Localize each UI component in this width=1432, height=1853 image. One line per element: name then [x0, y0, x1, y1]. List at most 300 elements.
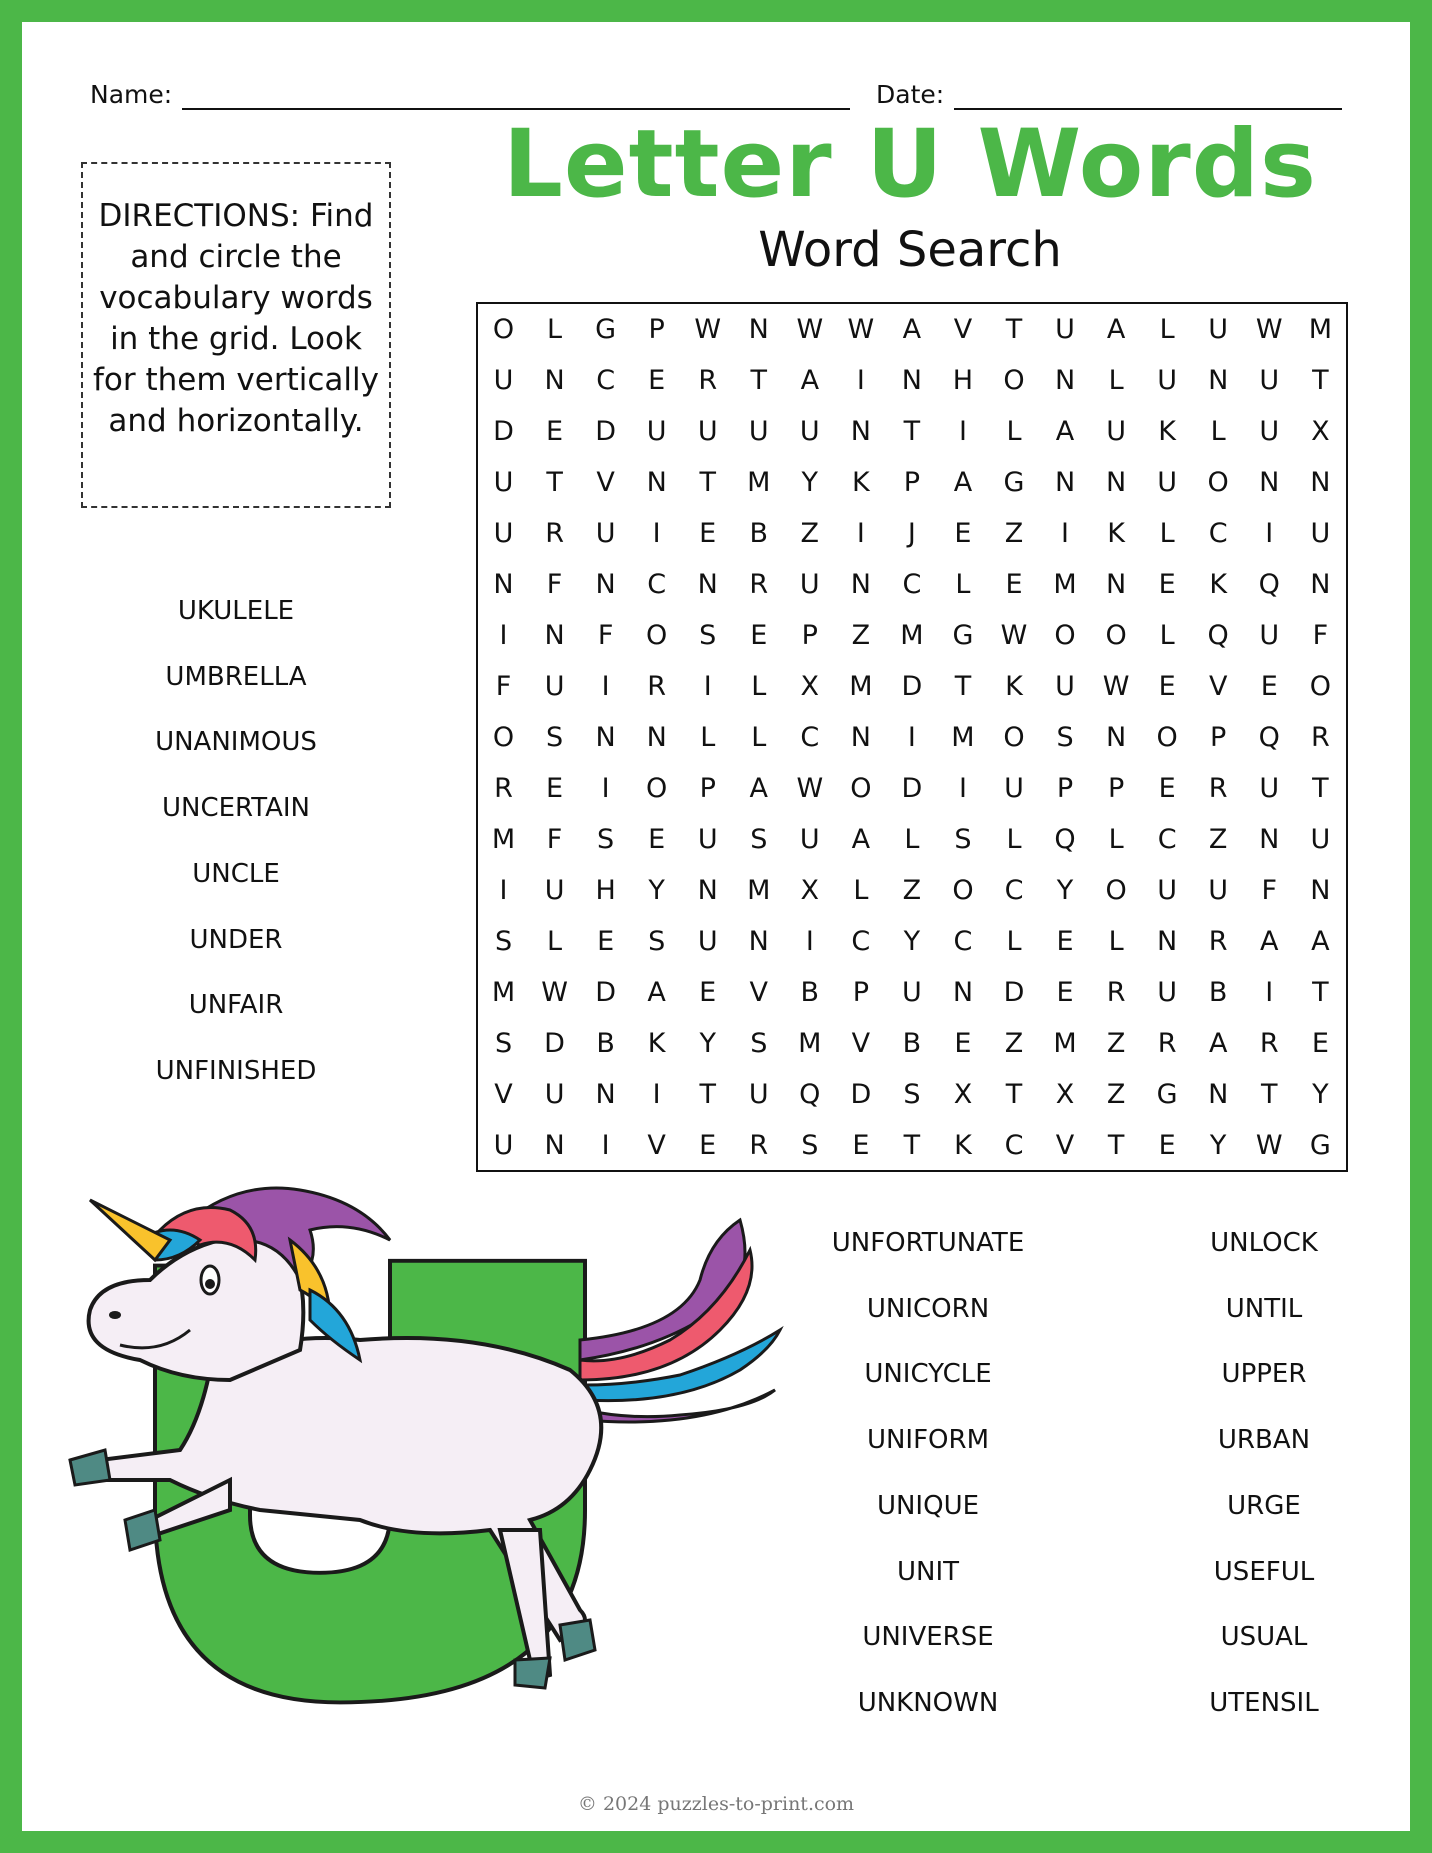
grid-letter[interactable]: E [1260, 671, 1278, 702]
grid-letter[interactable]: P [852, 977, 869, 1008]
grid-letter[interactable]: I [805, 926, 814, 957]
grid-letter[interactable]: T [1107, 1130, 1125, 1161]
grid-letter[interactable]: D [850, 1079, 872, 1110]
grid-letter[interactable]: W [694, 314, 722, 345]
grid-letter[interactable]: Q [1258, 722, 1280, 753]
grid-letter[interactable]: C [1208, 518, 1228, 549]
grid-letter[interactable]: U [697, 926, 718, 957]
grid-letter[interactable]: E [648, 824, 666, 855]
grid-letter[interactable]: X [953, 1079, 973, 1110]
grid-letter[interactable]: N [1259, 824, 1280, 855]
grid-row [478, 406, 1346, 457]
grid-letter[interactable]: C [902, 569, 922, 600]
grid-letter[interactable]: A [902, 314, 922, 345]
grid-letter[interactable]: I [1265, 518, 1274, 549]
grid-letter[interactable]: D [493, 416, 514, 447]
grid-letter[interactable]: U [1259, 620, 1280, 651]
grid-row [478, 865, 1346, 916]
grid-letter[interactable]: M [1308, 314, 1333, 345]
grid-letter[interactable]: S [546, 722, 564, 753]
grid-letter[interactable]: R [1310, 722, 1330, 753]
grid-letter[interactable]: T [546, 467, 563, 498]
grid-letter[interactable]: K [1005, 671, 1023, 702]
grid-letter[interactable]: E [1158, 671, 1176, 702]
grid-letter[interactable]: N [544, 365, 565, 396]
grid-letter[interactable]: V [1055, 1130, 1075, 1161]
grid-letter[interactable]: U [1157, 875, 1178, 906]
grid-letter[interactable]: T [1312, 365, 1329, 396]
grid-letter[interactable]: U [1157, 365, 1178, 396]
grid-letter[interactable]: F [1261, 875, 1277, 906]
grid-letter[interactable]: I [856, 365, 865, 396]
grid-letter[interactable]: U [1055, 314, 1075, 345]
grid-letter[interactable]: L [904, 824, 920, 855]
grid-letter[interactable]: R [494, 773, 513, 804]
grid-letter[interactable]: A [1311, 926, 1330, 957]
grid-letter[interactable]: A [1106, 314, 1126, 345]
grid-letter[interactable]: W [847, 314, 875, 345]
grid-letter[interactable]: N [646, 722, 667, 753]
grid-letter[interactable]: M [491, 824, 516, 855]
name-label: Name: [90, 80, 173, 109]
grid-letter[interactable]: N [493, 569, 514, 600]
grid-letter[interactable]: I [499, 875, 508, 906]
grid-letter[interactable]: O [1105, 875, 1127, 906]
grid-letter[interactable]: I [601, 1130, 610, 1161]
grid-letter[interactable]: T [1005, 314, 1023, 345]
grid-letter[interactable]: N [544, 620, 565, 651]
grid-letter[interactable]: M [900, 620, 924, 651]
grid-letter[interactable]: E [750, 620, 768, 651]
grid-letter[interactable]: W [1102, 671, 1130, 702]
word-list-item: UTENSIL [1209, 1687, 1319, 1718]
grid-letter[interactable]: F [546, 569, 563, 600]
grid-letter[interactable]: R [1208, 926, 1228, 957]
grid-letter[interactable]: N [595, 1079, 616, 1110]
grid-letter[interactable]: G [1003, 467, 1025, 498]
grid-letter[interactable]: B [800, 977, 820, 1008]
grid-letter[interactable]: W [1255, 314, 1283, 345]
word-list-item: UNFINISHED [155, 1055, 317, 1086]
grid-letter[interactable]: D [544, 1028, 565, 1059]
grid-letter[interactable]: A [1259, 926, 1279, 957]
grid-letter[interactable]: M [849, 671, 873, 702]
grid-letter[interactable]: P [1210, 722, 1227, 753]
word-list-item: UNIQUE [876, 1490, 980, 1521]
grid-letter[interactable]: O [850, 773, 872, 804]
grid-letter[interactable]: U [1208, 875, 1229, 906]
grid-letter[interactable]: X [1055, 1079, 1075, 1110]
grid-letter[interactable]: R [1259, 1028, 1279, 1059]
grid-letter[interactable]: U [799, 824, 820, 855]
grid-letter[interactable]: N [1208, 1079, 1229, 1110]
grid-letter[interactable]: N [1105, 467, 1127, 498]
grid-letter[interactable]: M [951, 722, 975, 753]
grid-letter[interactable]: K [1158, 416, 1176, 447]
grid-letter[interactable]: R [545, 518, 564, 549]
grid-letter[interactable]: L [1006, 824, 1022, 855]
grid-letter[interactable]: U [544, 1079, 565, 1110]
grid-letter[interactable]: K [954, 1130, 972, 1161]
grid-letter[interactable]: O [1003, 365, 1025, 396]
grid-letter[interactable]: U [748, 1079, 769, 1110]
grid-letter[interactable]: Z [1004, 518, 1024, 549]
grid-letter[interactable]: N [1208, 365, 1229, 396]
grid-row [478, 814, 1346, 865]
grid-letter[interactable]: G [595, 314, 617, 345]
grid-letter[interactable]: S [597, 824, 615, 855]
grid-letter[interactable]: S [954, 824, 972, 855]
grid-letter[interactable]: R [698, 365, 718, 396]
grid-letter[interactable]: S [494, 926, 513, 957]
grid-letter[interactable]: I [652, 1079, 661, 1110]
grid-letter[interactable]: Y [1209, 1130, 1227, 1161]
grid-letter[interactable]: T [1005, 1079, 1023, 1110]
grid-letter[interactable]: D [901, 773, 923, 804]
grid-letter[interactable]: U [697, 416, 718, 447]
grid-letter[interactable]: T [903, 416, 921, 447]
grid-letter[interactable]: U [748, 416, 769, 447]
grid-letter[interactable]: E [699, 518, 717, 549]
grid-letter[interactable]: M [747, 467, 771, 498]
grid-letter[interactable]: E [597, 926, 615, 957]
grid-letter[interactable]: N [1054, 467, 1076, 498]
grid-letter[interactable]: X [800, 671, 820, 702]
grid-letter[interactable]: Y [648, 875, 665, 906]
grid-letter[interactable]: R [749, 569, 769, 600]
grid-row [478, 916, 1346, 967]
grid-letter[interactable]: U [1157, 467, 1178, 498]
grid-letter[interactable]: L [1006, 926, 1022, 957]
grid-letter[interactable]: P [903, 467, 921, 498]
grid-letter[interactable]: L [751, 671, 767, 702]
grid-letter[interactable]: S [699, 620, 717, 651]
grid-letter[interactable]: N [595, 569, 616, 600]
grid-letter[interactable]: V [494, 1079, 513, 1110]
grid-letter[interactable]: L [1159, 518, 1175, 549]
grid-letter[interactable]: R [647, 671, 667, 702]
grid-letter[interactable]: K [1209, 569, 1228, 600]
grid-letter[interactable]: B [749, 518, 769, 549]
grid-letter[interactable]: V [851, 1028, 871, 1059]
grid-letter[interactable]: M [798, 1028, 822, 1059]
grid-letter[interactable]: S [750, 1028, 768, 1059]
grid-letter[interactable]: T [1312, 977, 1329, 1008]
grid-letter[interactable]: N [748, 314, 769, 345]
grid-letter[interactable]: N [850, 569, 871, 600]
grid-letter[interactable]: N [1310, 467, 1331, 498]
grid-letter[interactable]: L [751, 722, 767, 753]
grid-letter[interactable]: V [953, 314, 973, 345]
grid-letter[interactable]: Z [1106, 1028, 1126, 1059]
grid-letter[interactable]: G [1156, 1079, 1178, 1110]
grid-letter[interactable]: Q [1258, 569, 1280, 600]
hoof-back-2 [515, 1658, 550, 1688]
grid-letter[interactable]: O [1054, 620, 1076, 651]
grid-letter[interactable]: I [958, 773, 967, 804]
grid-letter[interactable]: F [495, 671, 512, 702]
grid-letter[interactable]: C [800, 722, 820, 753]
grid-letter[interactable]: A [851, 824, 871, 855]
grid-letter[interactable]: N [544, 1130, 565, 1161]
grid-letter[interactable]: U [1157, 977, 1178, 1008]
grid-letter[interactable]: M [491, 977, 516, 1008]
grid-letter[interactable]: E [852, 1130, 870, 1161]
grid-letter[interactable]: L [1006, 416, 1022, 447]
grid-letter[interactable]: O [1207, 467, 1229, 498]
grid-letter[interactable]: O [1156, 722, 1178, 753]
grid-letter[interactable]: S [903, 1079, 921, 1110]
grid-letter[interactable]: L [1108, 824, 1124, 855]
grid-letter[interactable]: O [646, 773, 668, 804]
grid-letter[interactable]: E [699, 1130, 717, 1161]
grid-letter[interactable]: P [1056, 773, 1074, 804]
grid-letter[interactable]: K [647, 1028, 666, 1059]
grid-letter[interactable]: O [646, 620, 668, 651]
grid-letter[interactable]: A [800, 365, 820, 396]
grid-letter[interactable]: I [1061, 518, 1070, 549]
grid-letter[interactable]: Y [903, 926, 921, 957]
grid-letter[interactable]: X [1311, 416, 1330, 447]
grid-letter[interactable]: U [1106, 416, 1126, 447]
grid-letter[interactable]: I [958, 416, 967, 447]
grid-letter[interactable]: U [595, 518, 616, 549]
grid-letter[interactable]: C [1157, 824, 1177, 855]
grid-letter[interactable]: R [1208, 773, 1228, 804]
grid-letter[interactable]: Z [1106, 1079, 1126, 1110]
grid-letter[interactable]: W [541, 977, 568, 1008]
grid-letter[interactable]: L [1108, 365, 1124, 396]
grid-letter[interactable]: Z [902, 875, 922, 906]
grid-letter[interactable]: E [1311, 1028, 1329, 1059]
grid-letter[interactable]: H [952, 365, 974, 396]
grid-letter[interactable]: E [954, 1028, 972, 1059]
grid-letter[interactable]: N [1310, 875, 1331, 906]
grid-letter[interactable]: S [750, 824, 768, 855]
grid-letter[interactable]: Y [801, 467, 819, 498]
grid-letter[interactable]: Y [1056, 875, 1074, 906]
grid-letter[interactable]: C [1004, 1130, 1024, 1161]
grid-letter[interactable]: B [902, 1028, 922, 1059]
grid-letter[interactable]: C [596, 365, 616, 396]
grid-letter[interactable]: Q [799, 1079, 821, 1110]
grid-letter[interactable]: I [652, 518, 661, 549]
grid-letter[interactable]: L [547, 314, 563, 345]
grid-letter[interactable]: A [1055, 416, 1075, 447]
grid-letter[interactable]: S [1056, 722, 1074, 753]
grid-letter[interactable]: Z [1004, 1028, 1024, 1059]
grid-letter[interactable]: M [747, 875, 771, 906]
grid-letter[interactable]: L [1159, 314, 1175, 345]
grid-letter[interactable]: A [953, 467, 973, 498]
grid-letter[interactable]: T [699, 467, 716, 498]
grid-letter[interactable]: G [952, 620, 974, 651]
grid-letter[interactable]: J [907, 518, 916, 549]
grid-letter[interactable]: D [1003, 977, 1025, 1008]
grid-letter[interactable]: T [750, 365, 767, 396]
grid-letter[interactable]: L [547, 926, 563, 957]
grid-letter[interactable]: E [1005, 569, 1023, 600]
grid-letter[interactable]: A [1208, 1028, 1228, 1059]
grid-letter[interactable]: C [851, 926, 871, 957]
grid-letter[interactable]: I [703, 671, 712, 702]
grid-letter[interactable]: X [800, 875, 820, 906]
grid-letter[interactable]: V [647, 1130, 666, 1161]
grid-letter[interactable]: D [595, 416, 617, 447]
grid-letter[interactable]: E [1158, 1130, 1176, 1161]
grid-letter[interactable]: T [903, 1130, 921, 1161]
grid-letter[interactable]: N [1105, 722, 1127, 753]
grid-letter[interactable]: Z [1208, 824, 1228, 855]
grid-letter[interactable]: U [1055, 671, 1075, 702]
grid-letter[interactable]: U [1208, 314, 1229, 345]
grid-letter[interactable]: F [546, 824, 563, 855]
grid-letter[interactable]: O [1105, 620, 1127, 651]
grid-letter[interactable]: Y [699, 1028, 716, 1059]
grid-letter[interactable]: C [647, 569, 667, 600]
grid-letter[interactable]: E [546, 416, 564, 447]
grid-letter[interactable]: F [597, 620, 614, 651]
grid-letter[interactable]: C [953, 926, 973, 957]
grid-letter[interactable]: P [699, 773, 716, 804]
grid-letter[interactable]: W [1000, 620, 1028, 651]
grid-letter[interactable]: Q [1054, 824, 1076, 855]
grid-letter[interactable]: O [492, 722, 515, 753]
grid-letter[interactable]: N [646, 467, 667, 498]
grid-letter[interactable]: L [700, 722, 716, 753]
grid-letter[interactable]: M [1053, 1028, 1077, 1059]
grid-letter[interactable]: W [796, 314, 824, 345]
grid-letter[interactable]: K [1107, 518, 1125, 549]
grid-letter[interactable]: V [749, 977, 768, 1008]
grid-letter[interactable]: O [492, 314, 515, 345]
grid-letter[interactable]: N [952, 977, 974, 1008]
grid-letter[interactable]: P [801, 620, 818, 651]
grid-letter[interactable]: L [1108, 926, 1124, 957]
grid-letter[interactable]: F [1312, 620, 1329, 651]
grid-letter[interactable]: N [850, 416, 871, 447]
grid-letter[interactable]: E [1158, 569, 1176, 600]
grid-letter[interactable]: Y [1312, 1079, 1329, 1110]
grid-letter[interactable]: B [1208, 977, 1228, 1008]
grid-letter[interactable]: S [801, 1130, 819, 1161]
grid-letter[interactable]: S [494, 1028, 513, 1059]
grid-letter[interactable]: U [1259, 773, 1280, 804]
grid-letter[interactable]: N [1157, 926, 1178, 957]
grid-letter[interactable]: U [646, 416, 667, 447]
grid-letter[interactable]: E [699, 977, 717, 1008]
grid-letter[interactable]: U [902, 977, 922, 1008]
grid-letter[interactable]: L [853, 875, 869, 906]
grid-letter[interactable]: U [799, 416, 820, 447]
grid-letter[interactable]: V [596, 467, 615, 498]
grid-letter[interactable]: N [595, 722, 616, 753]
grid-letter[interactable]: P [648, 314, 665, 345]
grid-letter[interactable]: E [1056, 926, 1074, 957]
grid-letter[interactable]: U [1259, 416, 1280, 447]
grid-letter[interactable]: N [1310, 569, 1331, 600]
grid-letter[interactable]: W [796, 773, 824, 804]
grid-letter[interactable]: U [493, 467, 514, 498]
grid-letter[interactable]: U [1004, 773, 1024, 804]
grid-letter[interactable]: N [1054, 365, 1076, 396]
grid-letter[interactable]: T [699, 1079, 716, 1110]
grid-letter[interactable]: K [851, 467, 870, 498]
grid-letter[interactable]: E [546, 773, 564, 804]
grid-letter[interactable]: N [1105, 569, 1127, 600]
grid-letter[interactable]: U [493, 518, 514, 549]
grid-letter[interactable]: L [1159, 620, 1175, 651]
grid-row [478, 610, 1346, 661]
grid-letter[interactable]: E [1056, 977, 1074, 1008]
grid-letter[interactable]: E [648, 365, 666, 396]
grid-letter[interactable]: N [697, 875, 718, 906]
grid-letter[interactable]: M [1053, 569, 1077, 600]
grid-letter[interactable]: A [749, 773, 768, 804]
grid-letter[interactable]: T [954, 671, 972, 702]
grid-letter[interactable]: I [907, 722, 916, 753]
grid-letter[interactable]: N [748, 926, 769, 957]
grid-letter[interactable]: Q [1207, 620, 1229, 651]
grid-letter[interactable]: D [595, 977, 617, 1008]
grid-letter[interactable]: U [493, 365, 514, 396]
grid-letter[interactable]: U [697, 824, 718, 855]
grid-letter[interactable]: D [901, 671, 923, 702]
grid-letter[interactable]: L [955, 569, 971, 600]
grid-letter[interactable]: N [1259, 467, 1280, 498]
grid-letter[interactable]: U [1310, 824, 1331, 855]
grid-letter[interactable]: I [856, 518, 865, 549]
grid-letter[interactable]: U [1310, 518, 1331, 549]
grid-letter[interactable]: U [799, 569, 820, 600]
grid-letter[interactable]: N [697, 569, 718, 600]
grid-letter[interactable]: N [850, 722, 871, 753]
grid-letter[interactable]: H [595, 875, 616, 906]
grid-letter[interactable]: U [544, 671, 565, 702]
grid-letter[interactable]: G [1309, 1130, 1331, 1161]
grid-letter[interactable]: U [1259, 365, 1280, 396]
grid-letter[interactable]: U [493, 1130, 514, 1161]
grid-letter[interactable]: C [1004, 875, 1024, 906]
grid-letter[interactable]: U [544, 875, 565, 906]
grid-letter[interactable]: B [596, 1028, 615, 1059]
grid-letter[interactable]: Z [800, 518, 820, 549]
grid-letter[interactable]: A [647, 977, 666, 1008]
grid-letter[interactable]: E [1158, 773, 1176, 804]
grid-letter[interactable]: R [1157, 1028, 1177, 1059]
grid-letter[interactable]: N [901, 365, 922, 396]
grid-letter[interactable]: O [1309, 671, 1331, 702]
grid-letter[interactable]: R [1106, 977, 1126, 1008]
grid-letter[interactable]: I [1265, 977, 1274, 1008]
grid-letter[interactable]: Z [851, 620, 871, 651]
grid-letter[interactable]: T [1260, 1079, 1278, 1110]
grid-letter[interactable]: L [1210, 416, 1226, 447]
grid-letter[interactable]: E [954, 518, 972, 549]
unicorn-tail [580, 1220, 780, 1422]
grid-letter[interactable]: I [499, 620, 508, 651]
grid-letter[interactable]: O [1003, 722, 1025, 753]
grid-letter[interactable]: R [749, 1130, 769, 1161]
grid-letter[interactable]: O [952, 875, 974, 906]
grid-letter[interactable]: I [601, 671, 610, 702]
grid-letter[interactable]: P [1107, 773, 1125, 804]
grid-letter[interactable]: V [1208, 671, 1228, 702]
grid-letter[interactable]: W [1255, 1130, 1283, 1161]
grid-letter[interactable]: S [648, 926, 666, 957]
grid-letter[interactable]: I [601, 773, 610, 804]
grid-letter[interactable]: T [1312, 773, 1329, 804]
